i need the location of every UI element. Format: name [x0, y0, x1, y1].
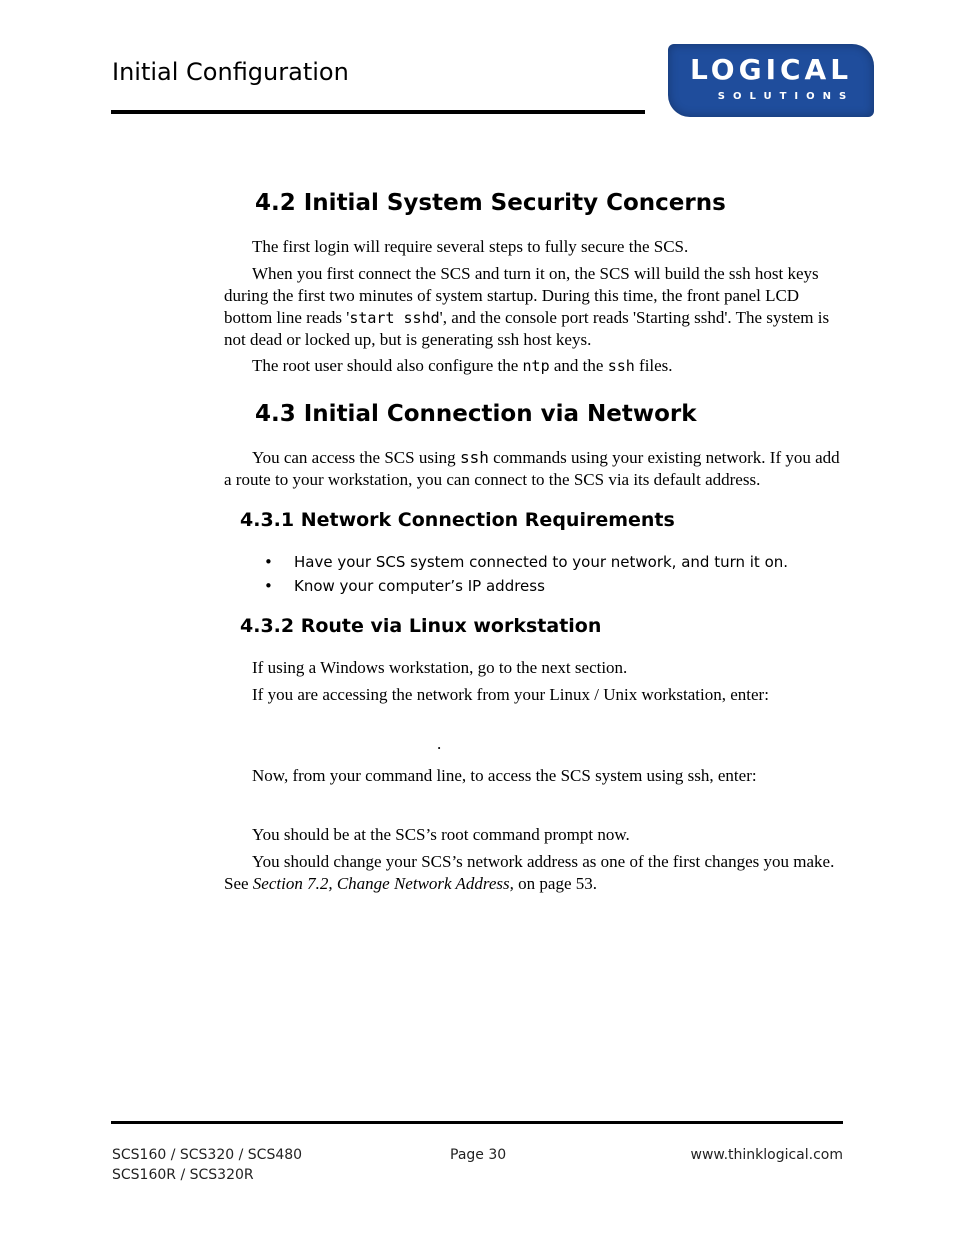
text-fragment: When you first connect the SCS and turn it on, the SCS will build the ssh host keys during the first two minutes of system startup. During this time, the front panel LCD bottom line reads ': [224, 264, 819, 327]
footer-models-line: SCS160R / SCS320R: [112, 1167, 254, 1183]
paragraph-windows-note: If using a Windows workstation, go to the next section.: [252, 658, 628, 677]
text-fragment: ', and the console port reads 'Starting sshd'. The system is not dead or locked up, but is generating ssh host keys.: [224, 308, 830, 349]
footer-page-number: Page 30: [450, 1147, 507, 1163]
footer-models: [112, 1145, 302, 1185]
list-item: [256, 574, 788, 598]
logo-wordmark: LOGICAL: [689, 53, 853, 86]
text-fragment: The root user should also configure the: [252, 356, 523, 375]
text-fragment: on page 53.: [513, 874, 598, 893]
text-fragment: and the: [549, 356, 608, 375]
bullet-icon: •: [264, 553, 273, 571]
logo-subtitle: SOLUTIONS: [717, 91, 855, 102]
list-item-text: Know your computer’s IP address: [294, 577, 545, 595]
text-fragment: You should change your SCS’s network address as one of the first changes you make. See: [224, 852, 835, 893]
heading-4-2: 4.2 Initial System Security Concerns: [255, 190, 726, 216]
paragraph-root-config: [224, 355, 844, 377]
footer-website[interactable]: www.thinklogical.com: [690, 1147, 843, 1163]
footer-models-line: SCS160 / SCS320 / SCS480: [112, 1147, 303, 1163]
paragraph-first-login: The first login will require several steps to fully secure the SCS.: [252, 237, 689, 256]
bullet-icon: •: [264, 577, 273, 595]
running-header-title: Initial Configuration: [112, 58, 349, 86]
code-start-sshd: start sshd: [349, 309, 440, 327]
text-fragment: commands using your existing network. If you add a route to your workstation, you can connect to the SCS via its default address.: [224, 448, 840, 489]
cross-reference-link[interactable]: Section 7.2, Change Network Address,: [252, 874, 514, 893]
text-fragment: files.: [634, 356, 673, 375]
heading-4-3-2: 4.3.2 Route via Linux workstation: [240, 615, 602, 637]
code-ssh: ssh: [607, 357, 635, 375]
paragraph-root-prompt: You should be at the SCS’s root command prompt now.: [252, 825, 630, 844]
paragraph-access-scs: [224, 447, 844, 491]
paragraph-change-address: [224, 851, 844, 895]
code-ssh-command: ssh: [459, 448, 489, 467]
paragraph-linux-enter: If you are accessing the network from your Linux / Unix workstation, enter:: [252, 685, 769, 704]
text-fragment: You can access the SCS using: [252, 448, 460, 467]
heading-4-3: 4.3 Initial Connection via Network: [255, 401, 697, 427]
paragraph-ssh-access: Now, from your command line, to access the SCS system using ssh, enter:: [252, 766, 757, 785]
code-ntp: ntp: [522, 357, 550, 375]
footer-rule: [111, 1121, 843, 1124]
heading-4-3-1: 4.3.1 Network Connection Requirements: [240, 509, 675, 531]
requirements-list: [256, 550, 788, 598]
command-placeholder-dot: .: [437, 734, 442, 753]
header-rule: [111, 110, 645, 114]
paragraph-ssh-host-keys: [224, 263, 844, 351]
logical-solutions-logo: [668, 44, 874, 117]
list-item: [256, 550, 788, 574]
list-item-text: Have your SCS system connected to your network, and turn it on.: [294, 553, 789, 571]
